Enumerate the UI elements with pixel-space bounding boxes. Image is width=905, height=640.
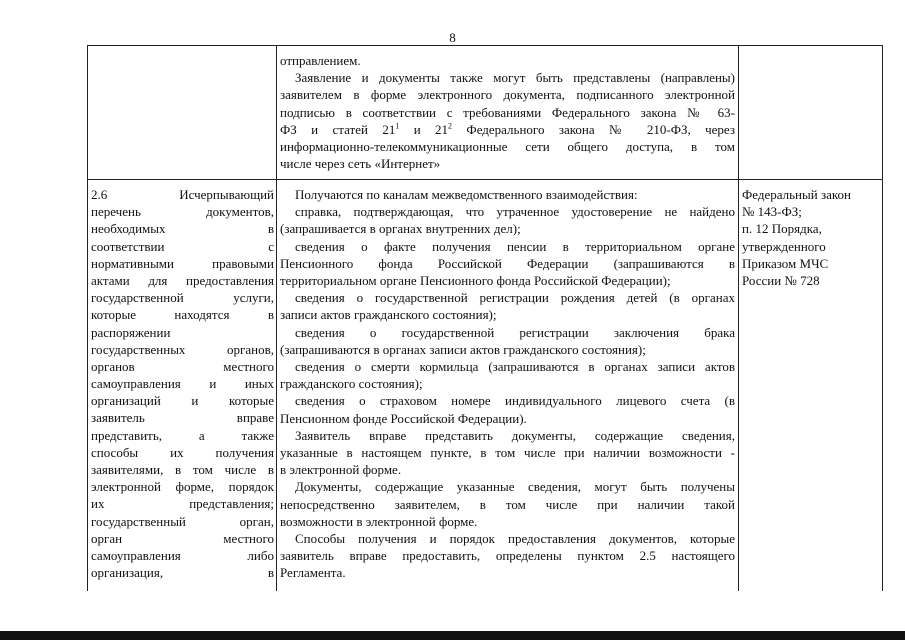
legal-basis-line: п. 12 Порядка, (742, 221, 822, 237)
text-line: числе через сеть «Интернет» (280, 156, 441, 172)
row-2-6-description-cell (280, 186, 735, 581)
description-line: сведения о факте получения пенсии в территориальном органе (295, 238, 735, 254)
description-line: в электронной форме. (280, 462, 402, 478)
row-2-6-title-cell (91, 186, 274, 581)
legal-basis-line: № 143-ФЗ; (742, 204, 802, 220)
description-line: Получаются по каналам межведомственного взаимодействия: (295, 187, 638, 202)
page-number: 8 (449, 30, 456, 45)
legal-basis-line: Федеральный закон (742, 187, 851, 202)
description-line: сведения о государственной регистрации заключения брака (295, 324, 735, 340)
description-line: Способы получения и порядок предоставления документов, которые (295, 530, 735, 546)
title-line: соответствии с (91, 238, 274, 254)
table-top-border (87, 45, 883, 46)
text-fragment: ФЗ и статей 21 (280, 121, 396, 137)
description-line: Пенсионного фонда Российской Федерации (запрашиваются в (280, 255, 735, 271)
description-line: сведения о смерти кормильца (запрашиваются в органах записи актов (295, 358, 735, 374)
description-line: Документы, содержащие указанные сведения, могут быть получены (295, 479, 735, 495)
superscript-text: 2 (448, 121, 453, 131)
description-line: непосредственно заявителем, в том числе при наличии такой (280, 496, 735, 512)
text-line: подписью в соответствии с требованиями Федерального закона № 63- (280, 104, 735, 120)
description-line: территориальном органе Пенсионного фонда Российской Федерации); (280, 272, 671, 288)
title-line: органов местного (91, 358, 274, 374)
column-divider-2 (738, 45, 739, 591)
legal-basis-line: Приказом МЧС (742, 255, 829, 271)
description-line: (запрашивается в органах внутренних дел); (280, 221, 521, 237)
title-line: их представления; (91, 496, 274, 512)
text-fragment: и 21 (399, 121, 449, 137)
title-line: организация, в (91, 565, 274, 581)
row-divider (87, 179, 883, 180)
description-line: Пенсионном фонде Российской Федерации). (280, 410, 527, 426)
description-line: заявитель вправе предоставить, определены пунктом 2.5 настоящего (280, 548, 735, 564)
title-line: электронной форме, порядок (91, 479, 274, 495)
title-line: актами для предоставления (91, 272, 274, 288)
title-line: перечень документов, (91, 204, 274, 220)
description-line: Заявитель вправе представить документы, содержащие сведения, (295, 427, 735, 443)
description-line: записи актов гражданского состояния); (280, 307, 497, 323)
description-line: гражданского состояния); (280, 376, 423, 392)
title-line: способы их получения (91, 444, 274, 460)
title-line: государственной услуги, (91, 290, 274, 306)
title-line: государственный орган, (91, 513, 274, 529)
description-line: возможности в электронной форме. (280, 513, 478, 529)
description-line: сведения о государственной регистрации рождения детей (в органах (295, 290, 735, 306)
legal-basis-line: России № 728 (742, 273, 820, 289)
text-line: информационно-телекоммуникационные сети общего доступа, в том (280, 138, 735, 154)
column-divider-1 (276, 45, 277, 591)
description-line: (запрашиваются в органах записи актов гражданского состояния); (280, 341, 646, 357)
row-2-6-legal-basis-cell (742, 186, 880, 289)
title-line: государственных органов, (91, 341, 274, 357)
text-line: заявителем в форме электронного документа, подписанного электронной (280, 87, 735, 103)
title-line: 2.6 Исчерпывающий (91, 187, 274, 202)
title-line: распоряжении (91, 324, 171, 340)
top-row-description-cell (280, 52, 735, 172)
text-line: отправлением. (280, 53, 361, 68)
title-line: которые находятся в (91, 307, 274, 323)
title-line: заявителями, в том числе в (91, 462, 274, 478)
description-line: сведения о страховом номере индивидуального лицевого счета (в (295, 393, 735, 409)
title-line: представить, а также (91, 427, 274, 443)
title-line: организаций и которые (91, 393, 274, 409)
description-line: Регламента. (280, 565, 346, 581)
table-left-border (87, 45, 88, 591)
description-line: справка, подтверждающая, что утраченное удостоверение не найдено (295, 204, 735, 220)
title-line: самоуправления и иных (91, 376, 274, 392)
text-line (280, 121, 735, 138)
title-line: заявитель вправе (91, 410, 274, 426)
title-line: необходимых в (91, 221, 274, 237)
text-line: Заявление и документы также могут быть представлены (направлены) (295, 70, 735, 86)
title-line: орган местного (91, 530, 274, 546)
description-line: указанные в настоящем пункте, в том числе при наличии возможности - (280, 444, 735, 460)
scan-bottom-edge (0, 631, 905, 640)
title-line: нормативными правовыми (91, 255, 274, 271)
title-line: самоуправления либо (91, 547, 274, 563)
legal-basis-line: утвержденного (742, 238, 826, 254)
table-right-border (882, 45, 883, 591)
superscript-text: 1 (395, 121, 400, 131)
text-fragment: Федерального закона № 210-ФЗ, через (452, 121, 735, 137)
